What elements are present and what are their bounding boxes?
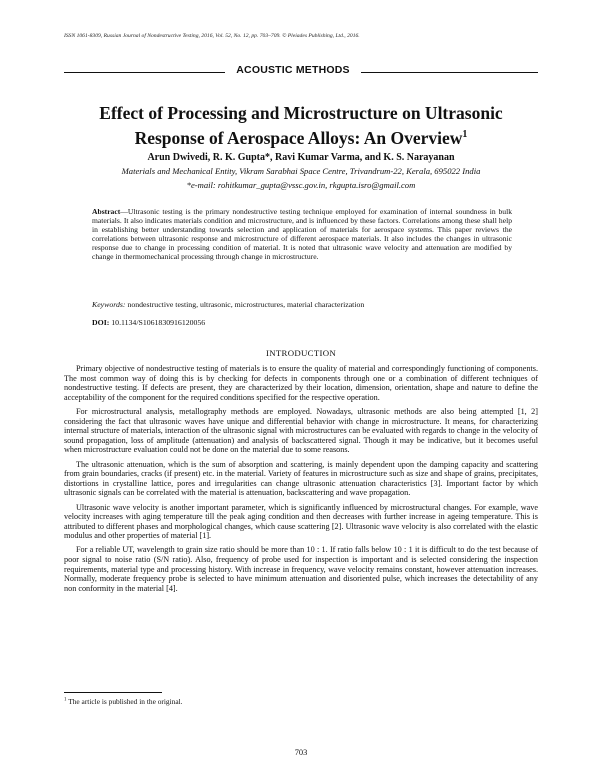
paragraph: For a reliable UT, wavelength to grain size ratio should be more than 10 : 1. If ratio falls below 10 : 1 it is difficult to do the test because of poor signal to noise ratio (S/N ratio). Also, frequency of probe used for inspection is important and is selected considering the inspection requirements, material type and processing history. With increase in frequency, wave velocity remains constant, however attenuation increases. Normally, moderate frequency probe is selected to have minimum attenuation and disoriented pulse, which increases the detectability of any non conformity in the material [4]. bbox=[64, 545, 538, 593]
paper-title-text: Effect of Processing and Microstructure on Ultrasonic Response of Aerospace Alloys: An Overview bbox=[99, 103, 503, 148]
doi bbox=[92, 318, 512, 327]
section-rule-right bbox=[361, 72, 538, 73]
doi-text: 10.1134/S1061830916120056 bbox=[109, 318, 206, 327]
contact-email: *e-mail: rohitkumar_gupta@vssc.gov.in, rkgupta.isro@gmail.com bbox=[186, 180, 416, 190]
abstract bbox=[92, 207, 512, 261]
journal-header: ISSN 1061-8309, Russian Journal of Nondestructive Testing, 2016, Vol. 52, No. 12, pp. 703–709. © Pleiades Publishing, Ltd., 2016. bbox=[64, 33, 360, 39]
page-number: 703 bbox=[294, 748, 308, 757]
keywords-text: nondestructive testing, ultrasonic, microstructures, material characterization bbox=[125, 300, 365, 309]
keywords-label: Keywords: bbox=[92, 300, 126, 309]
abstract-label: Abstract bbox=[92, 207, 121, 216]
paragraph: Ultrasonic wave velocity is another important parameter, which is significantly influenced by microstructural changes. For example, wave velocity increases with aging temperature till the peak aging condition and then decreases with further increase in ageing temperature. This is attributed to different phases and morphological changes, which cause scattering [2]. Ultrasonic wave velocity is also correlated with the elastic modulus and other properties of material [1]. bbox=[64, 502, 538, 541]
footnote bbox=[64, 697, 538, 706]
introduction-body bbox=[64, 364, 538, 598]
keywords bbox=[92, 300, 512, 309]
author-list: Arun Dwivedi, R. K. Gupta*, Ravi Kumar Varma, and K. S. Narayanan bbox=[147, 152, 455, 163]
abstract-text: —Ultrasonic testing is the primary nondestructive testing technique employed for examination of internal soundness in bulk materials. It also indicates materials condition and microstructure, and is influenced by these factors. Correlations among these shall help in establishing better understanding towards selection and application of materials for aerospace systems. This paper reviews the correlations between ultrasonic response and microstructure of different aerospace materials. It also includes the changes in ultrasonic response due to change in processing condition of material. It is noted that ultrasonic wave velocity and attenuation are modified by change in thermomechanical processing through change in microstructure. bbox=[92, 207, 512, 261]
paragraph: For microstructural analysis, metallography methods are employed. Nowadays, ultrasonic methods are also being attempted [1, 2] considering the fact that ultrasonic waves have unique and differential behavior with change in microstructure. It means, for characterizing internal structure of materials, interaction of the ultrasonic signal with microstructures can be evaluated with regards to change in the velocity of sound propagation, loss of amplitude (attenuation) and analysis of backscattered signal. Though it may be indicative, but it becomes useful when microstructure evaluation could not be done on the material due to some reasons. bbox=[64, 406, 538, 455]
paragraph: The ultrasonic attenuation, which is the sum of absorption and scattering, is mainly dependent upon the damping capacity and scattering from grain boundaries, cracks (if present) etc. in the material. Variety of features in microstructure such as size and shape of grains, precipitates, distortions in crystalline lattice, pores and irregularities can change ultrasonic attenuation characteristics [3]. Important factor by which ultrasonic signals can be correlated with the material is attenuation, backscattering and wave propagation. bbox=[64, 459, 538, 498]
paragraph: Primary objective of nondestructive testing of materials is to ensure the quality of material and correspondingly functioning of components. The most common way of doing this is by checking for defects in components through one or a combination of different techniques of nondestructive testing. If defects are present, they are characterized by their location, dimension, orientation, shape and nature to define the acceptability of the component for the required conditions specified for the respective operation. bbox=[64, 364, 538, 402]
section-label: ACOUSTIC METHODS bbox=[236, 64, 350, 76]
affiliation: Materials and Mechanical Entity, Vikram Sarabhai Space Centre, Trivandrum-22, Kerala, 695022 India bbox=[121, 166, 481, 176]
doi-label: DOI: bbox=[92, 318, 110, 327]
paper-title bbox=[64, 103, 538, 149]
section-rule-left bbox=[64, 72, 225, 73]
footnote-text: The article is published in the original. bbox=[66, 697, 183, 706]
section-heading-introduction: INTRODUCTION bbox=[265, 348, 337, 358]
footnote-mark: 1 bbox=[64, 697, 67, 703]
title-footnote-mark: 1 bbox=[462, 129, 468, 140]
footnote-rule bbox=[64, 692, 162, 693]
